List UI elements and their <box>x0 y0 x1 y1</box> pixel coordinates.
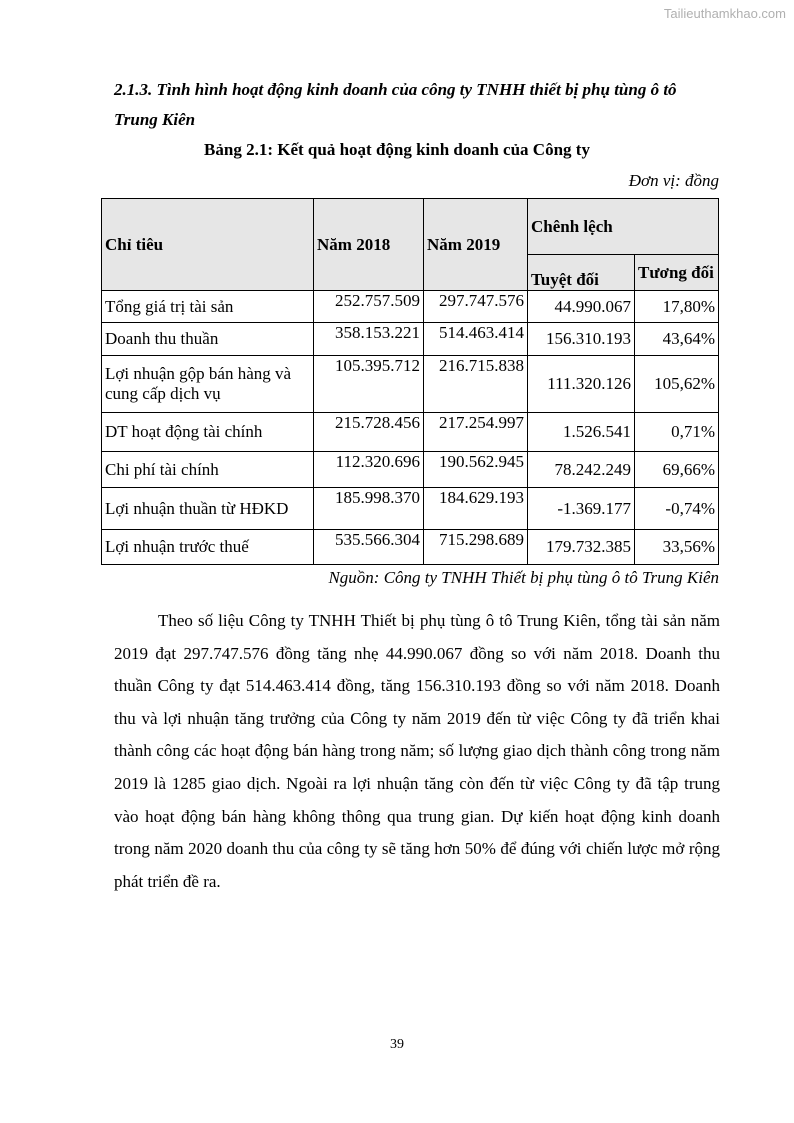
table-row <box>102 323 719 356</box>
value-absolute: 111.320.126 <box>528 356 635 413</box>
table-row <box>102 413 719 452</box>
value-relative: 69,66% <box>635 452 719 488</box>
header-relative: Tương đối <box>635 255 719 291</box>
value-2018: 112.320.696 <box>314 452 424 488</box>
header-year-2018: Năm 2018 <box>314 199 424 291</box>
value-absolute: 78.242.249 <box>528 452 635 488</box>
body-paragraph <box>114 605 720 898</box>
watermark: Tailieuthamkhao.com <box>663 6 786 21</box>
value-absolute: -1.369.177 <box>528 488 635 530</box>
value-relative: 33,56% <box>635 530 719 565</box>
results-table <box>101 198 719 565</box>
row-label: Lợi nhuận thuần từ HĐKD <box>102 488 314 530</box>
table-row <box>102 488 719 530</box>
table-title: Bảng 2.1: Kết quả hoạt động kinh doanh của Công ty <box>204 140 590 159</box>
header-indicator: Chỉ tiêu <box>102 199 314 291</box>
value-2019: 190.562.945 <box>424 452 528 488</box>
value-relative: 105,62% <box>635 356 719 413</box>
value-2019: 217.254.997 <box>424 413 528 452</box>
row-label: Lợi nhuận trước thuế <box>102 530 314 565</box>
value-absolute: 44.990.067 <box>528 291 635 323</box>
table-body <box>102 291 719 565</box>
value-2019: 715.298.689 <box>424 530 528 565</box>
section-heading: 2.1.3. Tình hình hoạt động kinh doanh của công ty TNHH thiết bị phụ tùng ô tô Trung Kiên <box>114 80 677 129</box>
value-2018: 215.728.456 <box>314 413 424 452</box>
paragraph-text: Theo số liệu Công ty TNHH Thiết bị phụ tùng ô tô Trung Kiên, tổng tài sản năm 2019 đạt 297.747.576 đồng tăng nhẹ 44.990.067 đồng so với năm 2018. Doanh thu thuần Công ty đạt 514.463.414 đồng, tăng 156.310.193 đồng so với năm 2018. Doanh thu và lợi nhuận tăng trưởng của Công ty năm 2019 đến từ việc Công ty đã triển khai thành công các hoạt động bán hàng trong năm; số lượng giao dịch thành công trong năm 2019 là 1285 giao dịch. Ngoài ra lợi nhuận tăng còn đến từ việc Công ty đã tập trung vào hoạt động bán hàng không thông qua trung gian. Dự kiến hoạt động kinh doanh trong năm 2020 doanh thu của công ty sẽ tăng hơn 50% để đúng với chiến lược mở rộng phát triển đề ra. <box>114 611 720 891</box>
table-row <box>102 291 719 323</box>
table-row <box>102 452 719 488</box>
value-absolute: 179.732.385 <box>528 530 635 565</box>
page-number: 39 <box>390 1037 404 1052</box>
value-relative: 43,64% <box>635 323 719 356</box>
row-label: Chi phí tài chính <box>102 452 314 488</box>
value-2019: 514.463.414 <box>424 323 528 356</box>
value-2018: 535.566.304 <box>314 530 424 565</box>
value-2018: 105.395.712 <box>314 356 424 413</box>
table-row <box>102 530 719 565</box>
header-absolute: Tuyệt đối <box>528 255 635 291</box>
value-relative: 17,80% <box>635 291 719 323</box>
row-label: Tổng giá trị tài sản <box>102 291 314 323</box>
value-2018: 252.757.509 <box>314 291 424 323</box>
source-note: Nguồn: Công ty TNHH Thiết bị phụ tùng ô tô Trung Kiên <box>328 568 719 587</box>
header-difference: Chênh lệch <box>528 199 719 255</box>
unit-label: Đơn vị: đồng <box>628 171 719 190</box>
value-2018: 358.153.221 <box>314 323 424 356</box>
row-label: Lợi nhuận gộp bán hàng và cung cấp dịch vụ <box>102 356 314 413</box>
value-2018: 185.998.370 <box>314 488 424 530</box>
value-absolute: 1.526.541 <box>528 413 635 452</box>
value-2019: 297.747.576 <box>424 291 528 323</box>
table-row <box>102 356 719 413</box>
value-absolute: 156.310.193 <box>528 323 635 356</box>
row-label: DT hoạt động tài chính <box>102 413 314 452</box>
row-label: Doanh thu thuần <box>102 323 314 356</box>
value-relative: -0,74% <box>635 488 719 530</box>
value-2019: 184.629.193 <box>424 488 528 530</box>
value-2019: 216.715.838 <box>424 356 528 413</box>
value-relative: 0,71% <box>635 413 719 452</box>
header-year-2019: Năm 2019 <box>424 199 528 291</box>
